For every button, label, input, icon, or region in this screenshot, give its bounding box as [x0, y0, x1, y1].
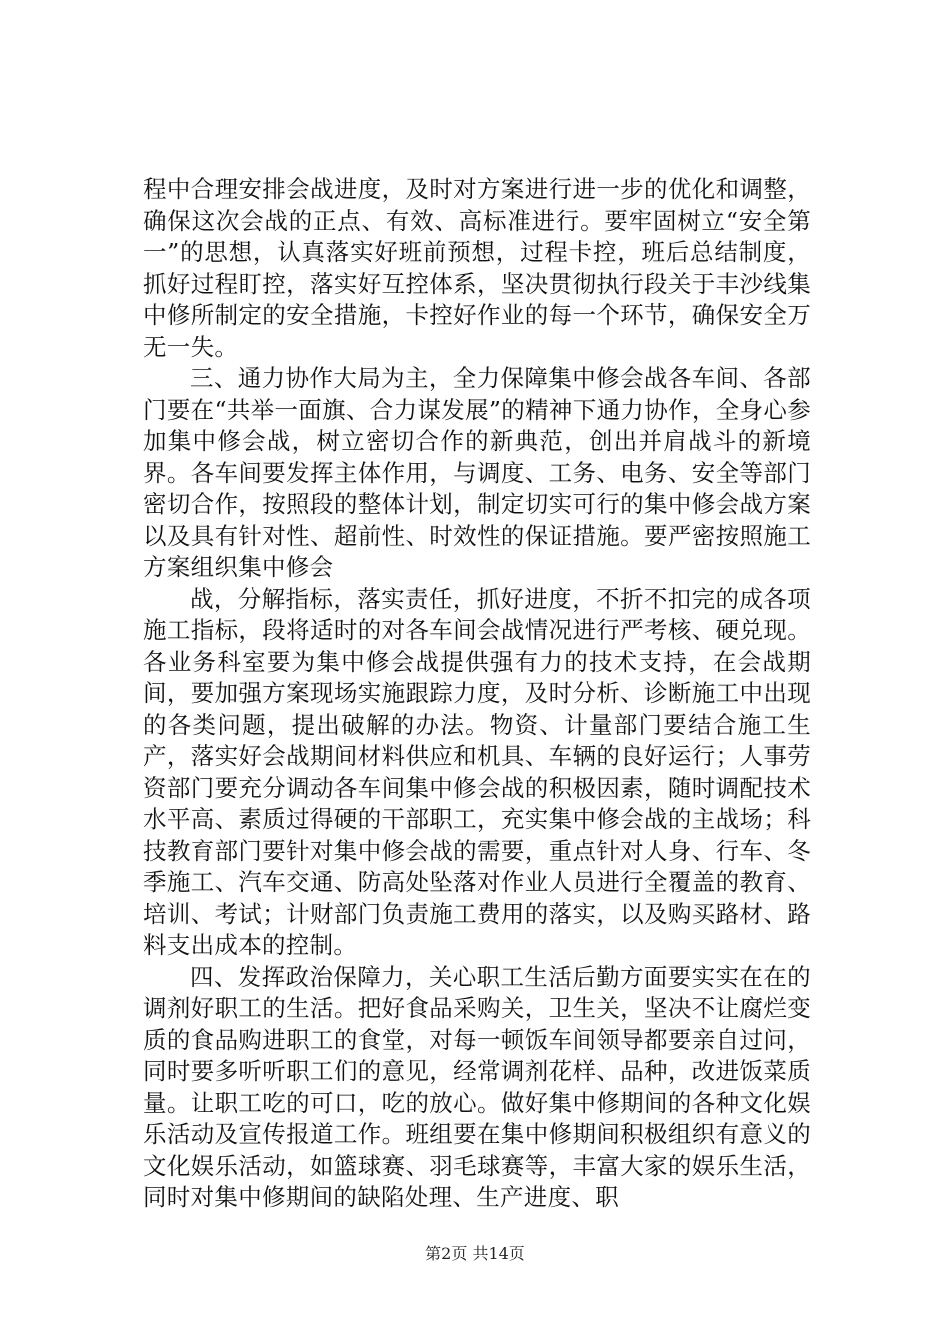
paragraph-4: 四、发挥政治保障力，关心职工生活后勤方面要实实在在的调剂好职工的生活。把好食品采购关，卫生关，坚决不让腐烂变质的食品购进职工的食堂，对每一顿饭车间领导都要亲自过问，同时要多听听职工们的意见，经常调剂花样、品种，改进饭菜质量。让职工吃的可口，吃的放心。做好集中修期间的各种文化娱乐活动及宣传报道工作。班组要在集中修期间积极组织有意义的文化娱乐活动，如篮球赛、羽毛球赛等，丰富大家的娱乐生活，同时对集中修期间的缺陷处理、生产进度、职 — [143, 962, 811, 1211]
body-text — [143, 174, 811, 1214]
paragraph-3: 战，分解指标，落实责任，抓好进度，不折不扣完的成各项施工指标，段将适时的对各车间会战情况进行严考核、硬兑现。各业务科室要为集中修会战提供强有力的技术支持，在会战期间，要加强方案现场实施跟踪力度，及时分析、诊断施工中出现的各类问题，提出破解的办法。物资、计量部门要结合施工生产，落实好会战期间材料供应和机具、车辆的良好运行；人事劳资部门要充分调动各车间集中修会战的积极因素，随时调配技术水平高、素质过得硬的干部职工，充实集中修会战的主战场；科技教育部门要针对集中修会战的需要，重点针对人身、行车、冬季施工、汽车交通、防高处坠落对作业人员进行全覆盖的教育、培训、考试；计财部门负责施工费用的落实，以及购买路材、路料支出成本的控制。 — [143, 584, 811, 959]
page-footer — [0, 1244, 950, 1264]
paragraph-2: 三、通力协作大局为主，全力保障集中修会战各车间、各部门要在“共举一面旗、合力谋发展”的精神下通力协作，全身心参加集中修会战，树立密切合作的新典范，创出并肩战斗的新境界。各车间要发挥主体作用，与调度、工务、电务、安全等部门密切合作，按照段的整体计划，制定切实可行的集中修会战方案以及具有针对性、超前性、时效性的保证措施。要严密按照施工方案组织集中修会 — [143, 364, 811, 581]
page-number-label: 第2页 共14页 — [425, 1244, 525, 1263]
paragraph-1: 程中合理安排会战进度，及时对方案进行进一步的优化和调整，确保这次会战的正点、有效、高标准进行。要牢固树立“安全第一”的思想，认真落实好班前预想，过程卡控，班后总结制度，抓好过程盯控，落实好互控体系，坚决贯彻执行段关于丰沙线集中修所制定的安全措施，卡控好作业的每一个环节，确保安全万无一失。 — [143, 175, 811, 361]
